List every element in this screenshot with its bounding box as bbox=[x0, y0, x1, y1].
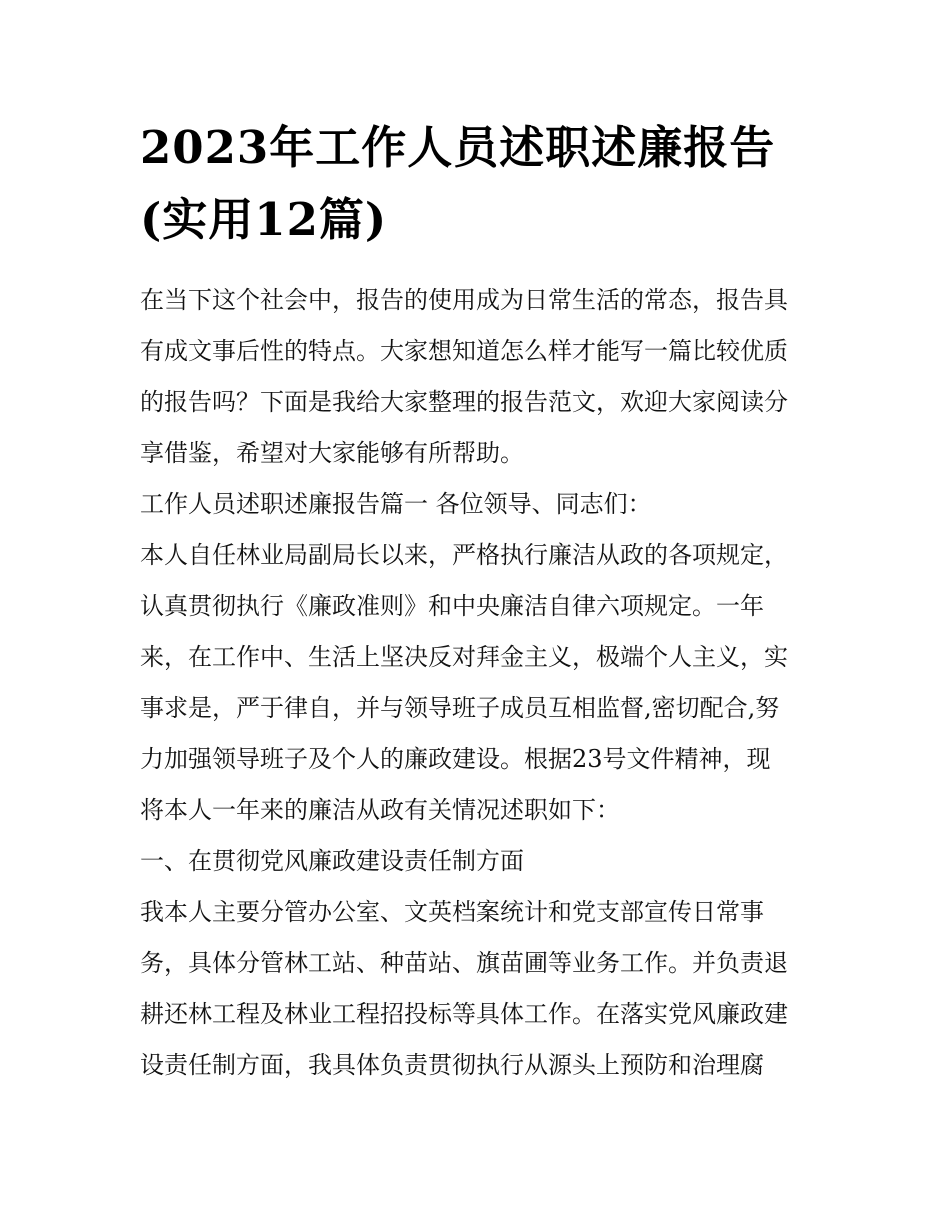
paragraph-intro bbox=[140, 280, 820, 484]
text-line: 工作人员述职述廉报告篇一 各位领导、同志们： bbox=[140, 490, 652, 518]
text-line: 有成文事后性的特点。大家想知道怎么样才能写一篇比较优质 bbox=[140, 337, 788, 365]
text-line: 耕还林工程及林业工程招投标等具体工作。在落实党风廉政建 bbox=[140, 1000, 788, 1028]
document-title bbox=[140, 112, 820, 256]
text-line: 的报告吗？下面是我给大家整理的报告范文，欢迎大家阅读分 bbox=[140, 388, 788, 416]
title-line-1: 2023年工作人员述职述廉报告 bbox=[140, 121, 776, 174]
text-line: 在当下这个社会中，报告的使用成为日常生活的常态，报告具 bbox=[140, 286, 788, 314]
paragraph-duties bbox=[140, 892, 820, 1096]
document-body bbox=[140, 280, 820, 1096]
text-line: 享借鉴，希望对大家能够有所帮助。 bbox=[140, 439, 524, 467]
text-line: 设责任制方面，我具体负责贯彻执行从源头上预防和治理腐 bbox=[140, 1051, 764, 1079]
text-line: 力加强领导班子及个人的廉政建设。根据23号文件精神，现 bbox=[140, 745, 771, 773]
paragraph-section-heading bbox=[140, 841, 820, 892]
text-line: 来，在工作中、生活上坚决反对拜金主义，极端个人主义，实 bbox=[140, 643, 788, 671]
text-line: 将本人一年来的廉洁从政有关情况述职如下： bbox=[140, 796, 620, 824]
text-line: 本人自任林业局副局长以来，严格执行廉洁从政的各项规定， bbox=[140, 541, 788, 569]
paragraph-heading-1 bbox=[140, 484, 820, 535]
paragraph-statement bbox=[140, 535, 820, 841]
title-line-2: (实用12篇) bbox=[140, 193, 388, 246]
text-line: 务，具体分管林工站、种苗站、旗苗圃等业务工作。并负责退 bbox=[140, 949, 788, 977]
section-heading: 一、在贯彻党风廉政建设责任制方面 bbox=[140, 847, 524, 875]
text-line: 我本人主要分管办公室、文英档案统计和党支部宣传日常事 bbox=[140, 898, 764, 926]
text-line: 事求是，严于律自，并与领导班子成员互相监督,密切配合,努 bbox=[140, 694, 780, 722]
text-line: 认真贯彻执行《廉政准则》和中央廉洁自律六项规定。一年 bbox=[140, 592, 764, 620]
